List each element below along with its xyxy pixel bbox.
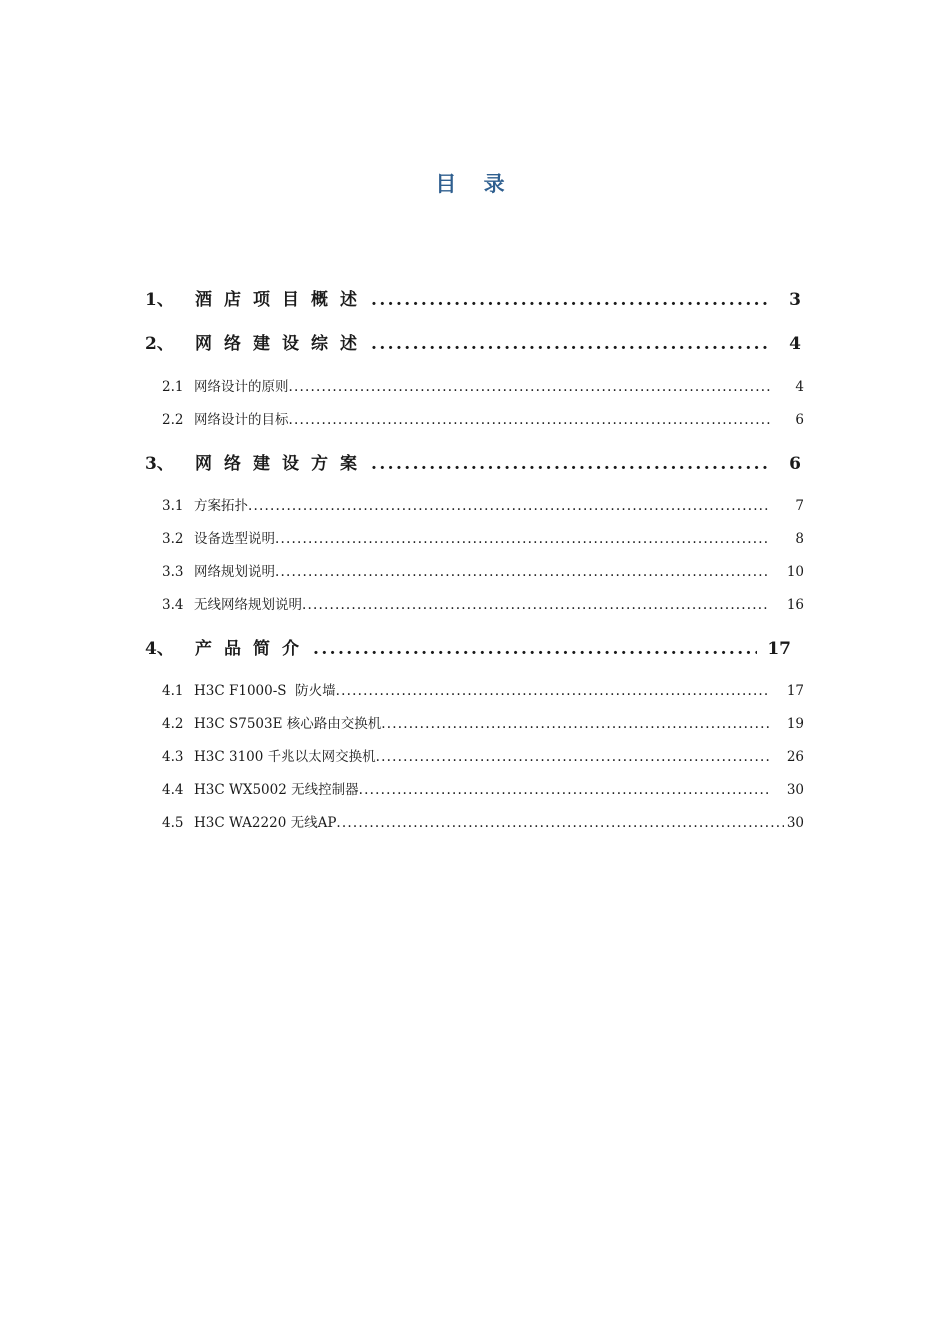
toc-entry-label: H3C F1000-S 防火墙 (194, 683, 336, 699)
toc-entry-4[interactable] (145, 634, 791, 659)
toc-leader-dots (275, 531, 770, 547)
toc-entry-2[interactable] (145, 329, 801, 354)
toc-entry-label: 设备选型说明 (194, 531, 275, 547)
toc-entry-page: 7 (795, 498, 804, 514)
toc-entry-label: H3C 3100 千兆以太网交换机 (194, 749, 376, 765)
toc-entry-page: 16 (786, 597, 804, 613)
toc-leader-dots (376, 749, 770, 765)
toc-entry-number: 4.3 (162, 749, 184, 765)
toc-entry-3-2[interactable] (162, 527, 804, 547)
toc-leader-dots (302, 597, 770, 613)
toc-entry-number: 4、 (145, 639, 174, 659)
toc-leader-dots (248, 498, 770, 514)
toc-entry-label: 方案拓扑 (194, 498, 248, 514)
toc-entry-number: 3.3 (162, 564, 184, 580)
toc-entry-number: 4.1 (162, 683, 184, 699)
toc-entry-label: 网络设计的原则 (194, 379, 289, 395)
toc-entry-number: 2.1 (162, 379, 184, 395)
toc-entry-number: 2、 (145, 334, 174, 354)
toc-entry-number: 3.1 (162, 498, 184, 514)
toc-entry-page: 26 (786, 749, 804, 765)
toc-entry-3-3[interactable] (162, 560, 804, 580)
toc-entry-label: 网络建设综述 (195, 334, 369, 354)
toc-entry-4-5[interactable] (162, 811, 804, 831)
toc-entry-number: 4.4 (162, 782, 184, 798)
toc-leader-dots (369, 454, 767, 474)
toc-entry-page: 17 (767, 639, 791, 659)
toc-entry-page: 4 (795, 379, 804, 395)
toc-entry-page: 6 (789, 454, 801, 474)
toc-entry-number: 1、 (145, 290, 174, 310)
toc-entry-3[interactable] (145, 449, 801, 474)
toc-entry-number: 2.2 (162, 412, 184, 428)
toc-entry-page: 30 (786, 782, 804, 798)
toc-entry-2-2[interactable] (162, 408, 804, 428)
toc-entry-label: 网络建设方案 (195, 454, 369, 474)
toc-entry-page: 4 (789, 334, 801, 354)
toc-entry-label: H3C WA2220 无线AP (194, 815, 337, 831)
toc-leader-dots (311, 639, 757, 659)
toc-leader-dots (359, 782, 770, 798)
toc-leader-dots (336, 683, 770, 699)
toc-entry-label: 无线网络规划说明 (194, 597, 302, 613)
toc-entry-3-1[interactable] (162, 494, 804, 514)
toc-entry-label: 网络设计的目标 (194, 412, 289, 428)
toc-entry-number: 4.2 (162, 716, 184, 732)
toc-entry-1[interactable] (145, 285, 801, 310)
toc-entry-label: 产品简介 (195, 639, 311, 659)
toc-leader-dots (336, 815, 784, 831)
toc-leader-dots (369, 334, 767, 354)
toc-entry-page: 3 (789, 290, 801, 310)
toc-leader-dots (289, 412, 771, 428)
toc-entry-4-3[interactable] (162, 745, 804, 765)
page-title: 目 录 (435, 171, 515, 196)
toc-entry-number: 4.5 (162, 815, 184, 831)
toc-entry-label: 网络规划说明 (194, 564, 275, 580)
toc-entry-label: H3C S7503E 核心路由交换机 (194, 716, 382, 732)
toc-entry-4-1[interactable] (162, 679, 804, 699)
toc-entry-3-4[interactable] (162, 593, 804, 613)
toc-leader-dots (289, 379, 771, 395)
toc-leader-dots (275, 564, 770, 580)
toc-entry-2-1[interactable] (162, 375, 804, 395)
toc-entry-page: 19 (786, 716, 804, 732)
toc-entry-label: H3C WX5002 无线控制器 (194, 782, 359, 798)
toc-leader-dots (369, 290, 767, 310)
toc-entry-page: 17 (786, 683, 804, 699)
toc-entry-4-2[interactable] (162, 712, 804, 732)
toc-entry-page: 8 (795, 531, 804, 547)
toc-entry-number: 3、 (145, 454, 174, 474)
toc-entry-page: 6 (795, 412, 804, 428)
toc-entry-4-4[interactable] (162, 778, 804, 798)
toc-entry-number: 3.2 (162, 531, 184, 547)
toc-entry-label: 酒店项目概述 (195, 290, 369, 310)
toc-entry-page: 30 (786, 815, 804, 831)
toc-entry-number: 3.4 (162, 597, 184, 613)
toc-leader-dots (381, 716, 770, 732)
toc-entry-page: 10 (786, 564, 804, 580)
